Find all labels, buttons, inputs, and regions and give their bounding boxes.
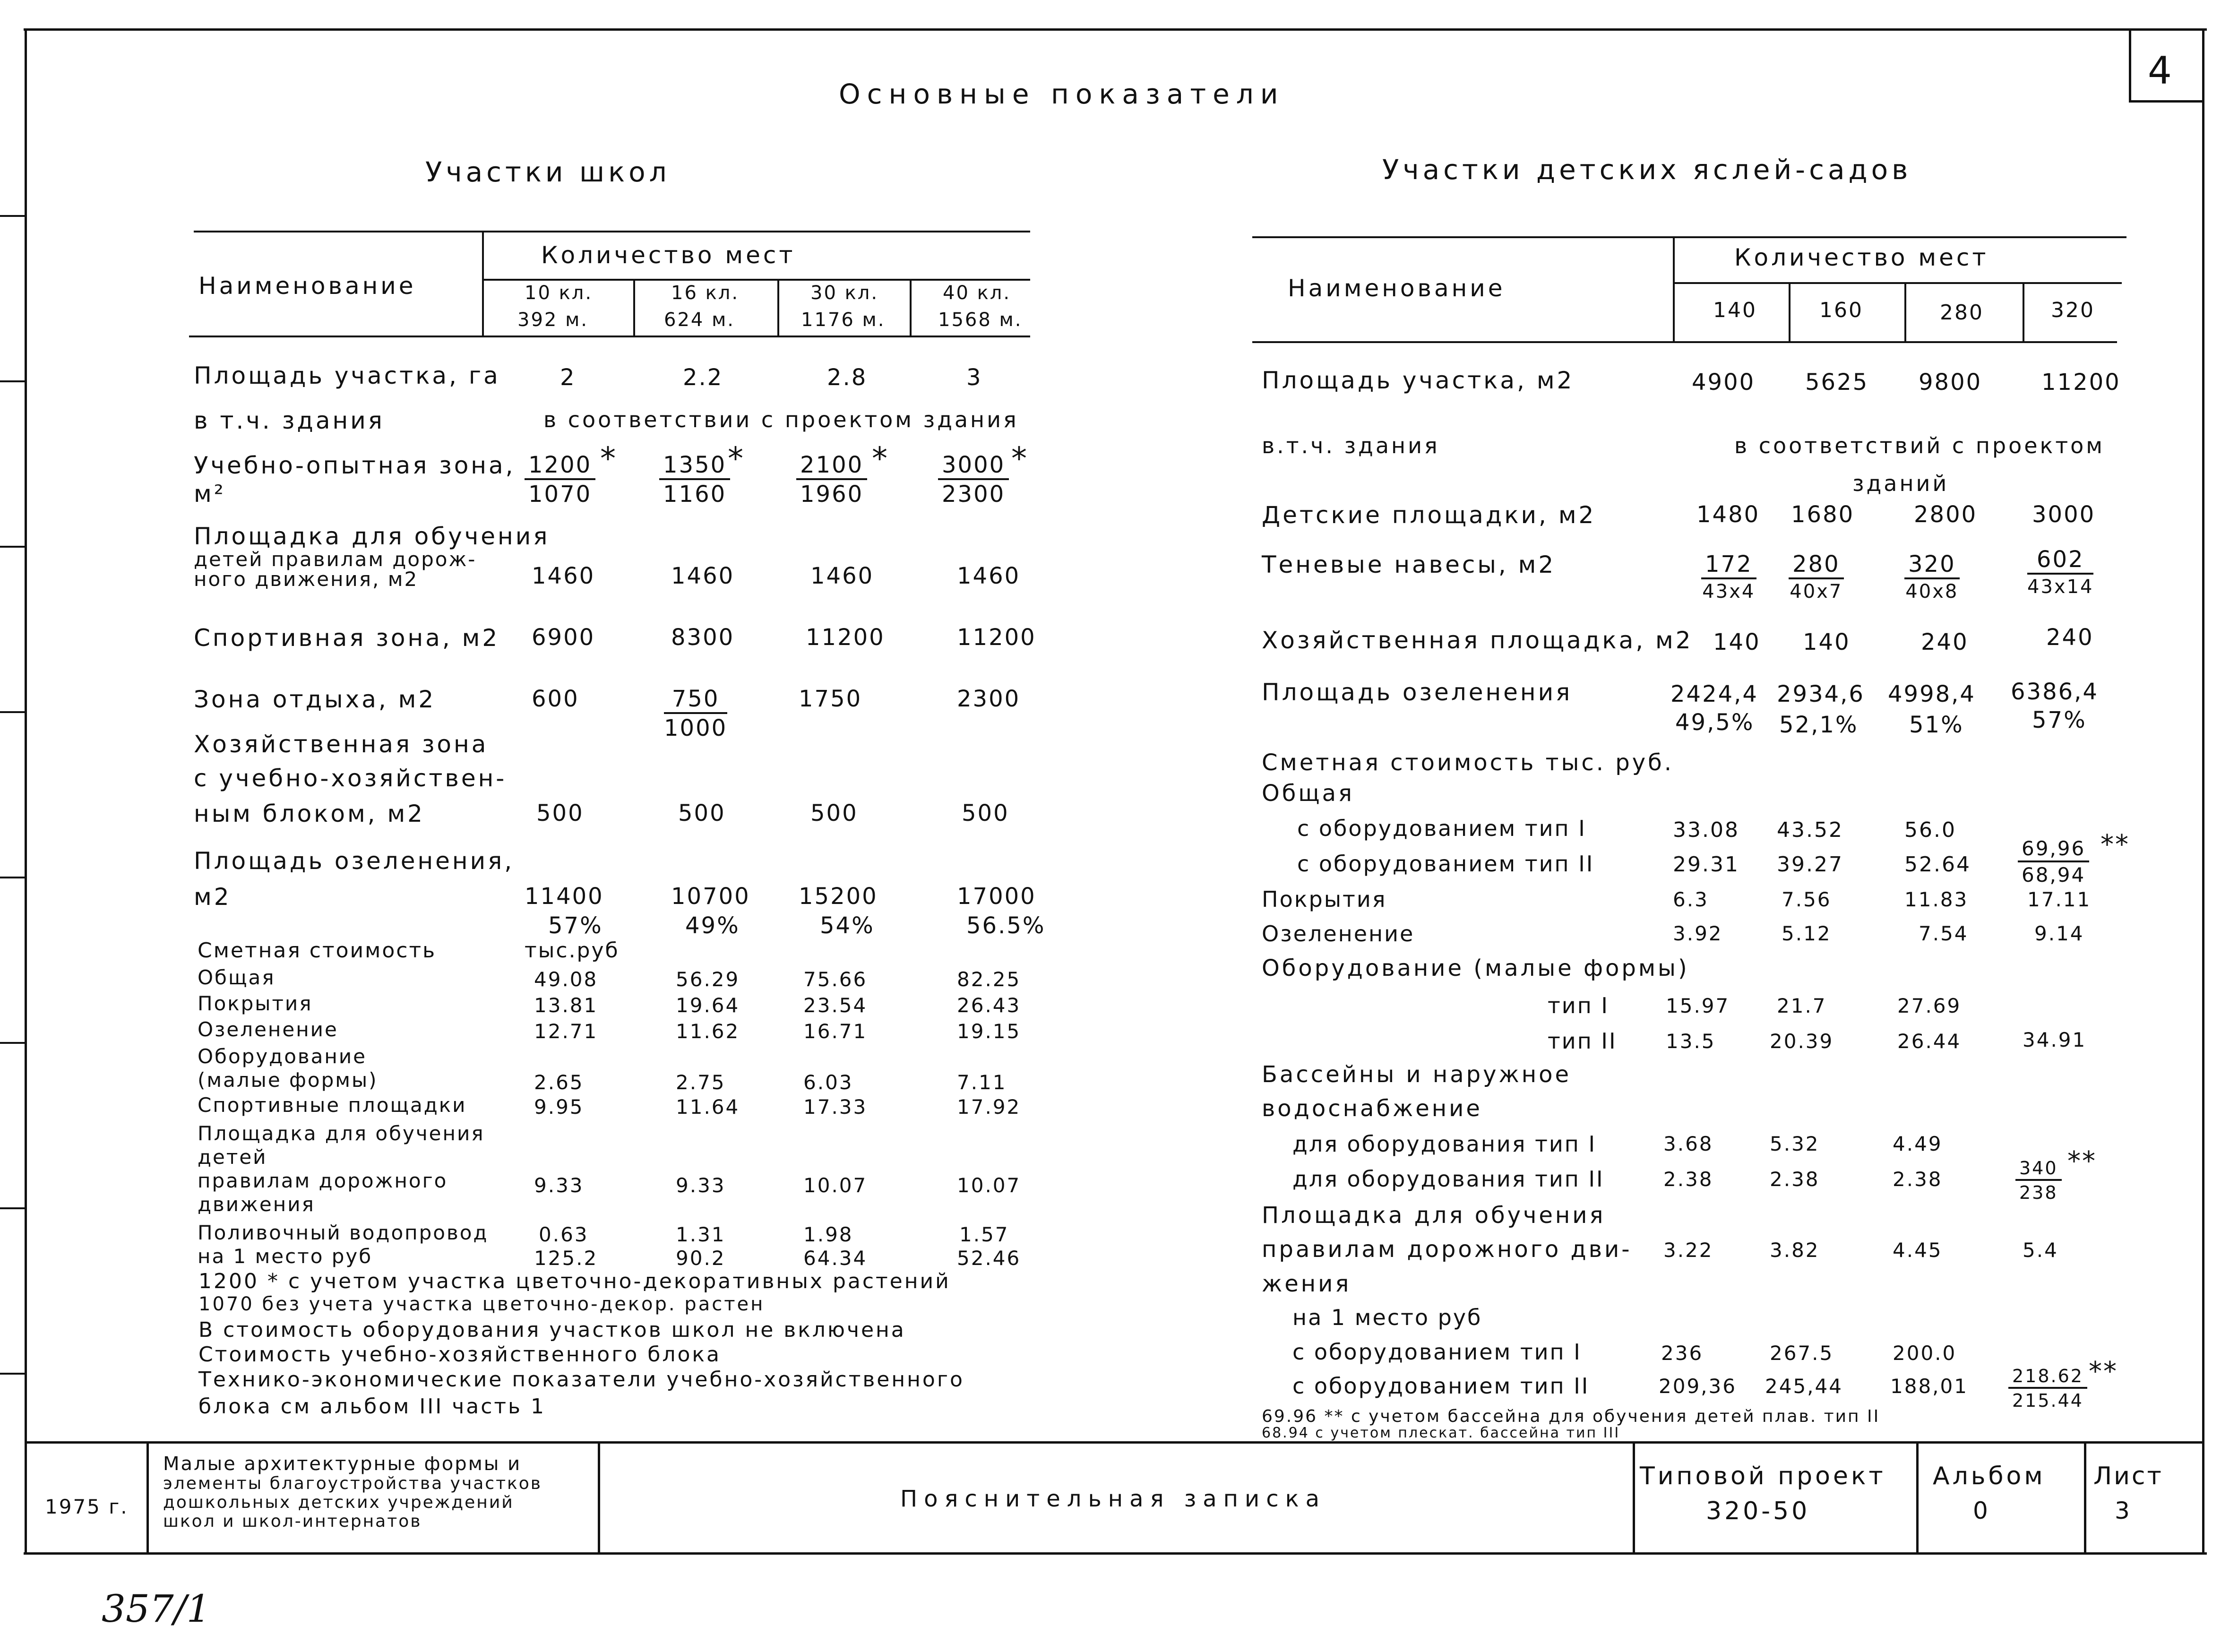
cell: 15.97	[1666, 994, 1730, 1017]
frac-cell	[2018, 839, 2089, 885]
cost-label: детей	[198, 1145, 267, 1169]
cell: 2.38	[1770, 1168, 1820, 1191]
frac-cell	[796, 454, 867, 506]
cell: 4900	[1692, 369, 1756, 396]
note-line: Технико-экономические показатели учебно-хозяйственного	[198, 1368, 964, 1392]
stamp-project: 320-50	[1706, 1497, 1810, 1525]
stamp-album-label: Альбом	[1933, 1462, 2046, 1490]
row-label: в т.ч. здания	[194, 407, 385, 434]
cell: 4998,4	[1888, 681, 1976, 707]
denominator: 1160	[663, 481, 727, 508]
cell: 9800	[1919, 369, 1982, 396]
nursery-col-1: 140	[1713, 298, 1757, 322]
row-label-unit: м²	[194, 480, 226, 508]
margin-tick	[0, 380, 26, 382]
percent: 57%	[548, 912, 603, 939]
row-label: Площадь озеленения,	[194, 847, 515, 875]
cost-label: Общая	[198, 966, 275, 989]
frac-cell	[659, 454, 730, 506]
cell: 5.4	[2023, 1239, 2058, 1262]
denominator: 1000	[664, 715, 728, 741]
cost-label: Покрытия	[198, 992, 313, 1015]
denominator: 215.44	[2012, 1390, 2083, 1411]
cost-label: (малые формы)	[198, 1068, 378, 1092]
margin-tick	[0, 1042, 26, 1044]
cost-label: Бассейны и наружное	[1262, 1061, 1572, 1088]
cell: 11200	[2041, 369, 2121, 396]
asterisk: *	[872, 440, 889, 477]
cell: 7.56	[1782, 888, 1832, 911]
cost-label: с оборудованием тип II	[1292, 1373, 1590, 1399]
corner-box-bottom	[2129, 100, 2204, 103]
cost-title: Сметная стоимость тыс. руб.	[1262, 749, 1674, 776]
cell: 188,01	[1890, 1375, 1968, 1398]
row-label: Учебно-опытная зона,	[194, 452, 516, 479]
cell: 500	[962, 800, 1009, 826]
note-line: В стоимость оборудования участков школ не включена	[198, 1318, 906, 1342]
cost-label: тип II	[1548, 1028, 1617, 1054]
row-text: зданий	[1852, 471, 1949, 496]
cell: 15200	[799, 883, 878, 910]
cell: 27.69	[1897, 994, 1962, 1017]
margin-tick	[0, 1373, 26, 1375]
cost-label: для оборудования тип I	[1292, 1131, 1597, 1157]
schools-col-1-sub: 392 м.	[517, 309, 588, 331]
cell: 49.08	[534, 968, 598, 991]
numerator: 218.62	[2008, 1367, 2087, 1389]
frac-cell	[2015, 1159, 2062, 1202]
row-text: в соответствий с проектом	[1734, 433, 2105, 458]
row-label: ного движения, м2	[194, 568, 419, 591]
denominator: 238	[2019, 1182, 2058, 1203]
row-label: Площадка для обучения	[194, 523, 550, 550]
cell: 17.92	[957, 1095, 1021, 1119]
cell: 17.11	[2027, 888, 2092, 911]
cost-label: с оборудованием тип II	[1297, 851, 1594, 877]
asterisk: *	[1011, 440, 1028, 477]
cell: 12.71	[534, 1020, 598, 1043]
cost-label: тип I	[1548, 993, 1609, 1018]
percent: 52,1%	[1779, 712, 1859, 738]
cell: 1460	[957, 563, 1021, 589]
cell: 500	[536, 800, 584, 826]
cell: 500	[678, 800, 726, 826]
footnote-line: 68.94 с учетом плескат. бассейна тип III	[1262, 1425, 1620, 1441]
nursery-col-4: 320	[2051, 298, 2095, 322]
cell: 8300	[671, 624, 735, 651]
schools-col-qty: Количество мест	[541, 241, 796, 269]
cell: 200.0	[1893, 1342, 1957, 1365]
denominator: 68,94	[2022, 863, 2086, 886]
margin-tick	[0, 877, 26, 878]
footnote-line: 69.96 ** с учетом бассейна для обучения детей плав. тип II	[1262, 1407, 1880, 1426]
row-label: Зона отдыха, м2	[194, 686, 436, 713]
frac-cell	[664, 688, 727, 740]
denominator: 43x14	[2027, 576, 2094, 598]
note-line: блока см альбом III часть 1	[198, 1394, 546, 1419]
cell: 6386,4	[2011, 679, 2099, 705]
corner-box-left	[2129, 28, 2131, 102]
cell: 11.64	[676, 1095, 740, 1119]
numerator: 280	[1789, 553, 1844, 579]
cell: 2.2	[683, 364, 723, 391]
cell: 13.5	[1666, 1030, 1716, 1053]
margin-tick	[0, 215, 26, 217]
cell: 3.82	[1770, 1239, 1820, 1262]
percent: 56.5%	[966, 912, 1046, 939]
cell: 0.63	[539, 1223, 589, 1246]
cell: 26.44	[1897, 1030, 1962, 1053]
cost-label: Озеленение	[198, 1018, 338, 1041]
cell: 5625	[1805, 369, 1869, 396]
stamp-sheet: 3	[2115, 1497, 2131, 1524]
cost-label: Площадка для обучения	[1262, 1202, 1606, 1229]
margin-tick	[0, 546, 26, 548]
cell: 1.31	[676, 1223, 726, 1246]
numerator: 1350	[659, 454, 730, 480]
cell: 4.49	[1893, 1132, 1943, 1155]
cell: 52.64	[1904, 852, 1971, 877]
cell: 75.66	[803, 968, 868, 991]
cost-label: Покрытия	[1262, 886, 1387, 912]
cell: 2.8	[827, 364, 868, 391]
schools-col-name: Наименование	[198, 272, 416, 300]
cell: 245,44	[1765, 1375, 1843, 1398]
archive-number: 357/1	[102, 1587, 211, 1631]
schools-col-3-sub: 1176 м.	[801, 309, 886, 331]
nursery-col-2: 160	[1819, 298, 1863, 322]
denominator: 1960	[800, 481, 864, 508]
numerator: 750	[664, 688, 727, 714]
denominator: 40x7	[1790, 581, 1843, 602]
row-label: Теневые навесы, м2	[1262, 551, 1556, 578]
cell: 5.32	[1770, 1132, 1820, 1155]
cell: 17000	[957, 883, 1036, 910]
cell: 11.83	[1904, 888, 1969, 911]
frac-cell	[938, 454, 1009, 506]
cell: 56.0	[1904, 818, 1956, 842]
numerator: 1200	[525, 454, 595, 480]
cell: 2800	[1914, 501, 1978, 528]
cell: 2.75	[676, 1071, 726, 1094]
cell: 17.33	[803, 1095, 868, 1119]
stamp-sheet-label: Лист	[2093, 1462, 2163, 1490]
cell: 1.98	[803, 1223, 853, 1246]
cell: 90.2	[676, 1247, 726, 1270]
cell: 2300	[957, 686, 1021, 712]
frame-right	[2202, 28, 2204, 1555]
cost-label: движения	[198, 1193, 315, 1216]
cell: 34.91	[2023, 1028, 2087, 1051]
row-label: Площадь озеленения	[1262, 679, 1573, 706]
cost-unit: тыс.руб	[525, 938, 620, 963]
numerator: 320	[1904, 553, 1960, 579]
cell: 2	[560, 364, 576, 391]
cell: 11400	[525, 883, 604, 910]
row-label: Площадь участка, м2	[1262, 367, 1575, 394]
cell: 1680	[1791, 501, 1855, 528]
frac-cell	[1701, 553, 1756, 601]
stamp-document: Пояснительная записка	[900, 1486, 1326, 1512]
cell: 140	[1803, 629, 1851, 655]
cell: 1460	[532, 563, 595, 589]
cost-label: Площадка для обучения	[198, 1122, 485, 1145]
cost-label: Спортивные площадки	[198, 1093, 467, 1117]
cost-title: Сметная стоимость	[198, 938, 437, 963]
cell: 4.45	[1893, 1239, 1943, 1262]
asterisk: **	[2089, 1356, 2118, 1387]
stamp-desc-line: элементы благоустройства участков	[163, 1474, 542, 1493]
margin-tick	[0, 711, 26, 713]
cell: 6.3	[1673, 888, 1709, 911]
percent: 57%	[2032, 707, 2087, 733]
stamp-desc-line: Малые архитектурные формы и	[163, 1453, 522, 1475]
cell: 9.95	[534, 1095, 584, 1119]
cell: 1.57	[959, 1223, 1009, 1246]
frame-left	[25, 28, 27, 1555]
cell: 9.33	[676, 1174, 726, 1197]
cell: 43.52	[1777, 818, 1843, 842]
cell: 267.5	[1770, 1342, 1834, 1365]
schools-col-2: 16 кл.	[671, 282, 740, 304]
cell: 2424,4	[1670, 681, 1758, 707]
cell: 82.25	[957, 968, 1021, 991]
schools-col-4-sub: 1568 м.	[938, 309, 1023, 331]
cost-label: правилам дорожного дви-	[1262, 1236, 1632, 1263]
nursery-col-3: 280	[1940, 301, 1984, 325]
row-label: Площадь участка, га	[194, 362, 500, 389]
cell: 140	[1713, 629, 1761, 655]
cell: 11200	[806, 624, 885, 651]
schools-col-4: 40 кл.	[943, 282, 1011, 304]
frac-cell	[525, 454, 595, 506]
cell: 6.03	[803, 1071, 853, 1094]
nursery-heading: Участки детских яслей-садов	[1382, 154, 1912, 186]
schools-col-1: 10 кл.	[525, 282, 593, 304]
cost-label: Поливочный водопровод	[198, 1221, 489, 1244]
stamp-desc-line: школ и школ-интернатов	[163, 1512, 422, 1531]
cell: 3000	[2032, 501, 2096, 528]
cost-label: на 1 место руб	[198, 1245, 373, 1268]
frame-bottom	[24, 1552, 2207, 1555]
stamp-desc-line: дошкольных детских учреждений	[163, 1493, 514, 1512]
frac-cell	[2008, 1367, 2087, 1410]
schools-col-3: 30 кл.	[810, 282, 879, 304]
page-title: Основные показатели	[839, 78, 1285, 110]
numerator: 172	[1701, 553, 1756, 579]
denominator: 43x4	[1702, 581, 1756, 602]
cell: 3.22	[1663, 1239, 1713, 1262]
stamp-project-label: Типовой проект	[1640, 1462, 1886, 1490]
cell: 23.54	[803, 994, 868, 1017]
percent: 54%	[820, 912, 875, 939]
cell: 19.64	[676, 994, 740, 1017]
cost-label: Оборудование (малые формы)	[1262, 955, 1689, 981]
cell: 10700	[671, 883, 750, 910]
asterisk: *	[600, 440, 617, 477]
cost-label: правилам дорожного	[198, 1169, 448, 1192]
cell: 209,36	[1659, 1375, 1737, 1398]
cost-label: с оборудованием тип I	[1297, 816, 1586, 841]
denominator: 40x8	[1905, 581, 1959, 602]
stamp-year: 1975 г.	[45, 1495, 129, 1518]
cell: 52.46	[957, 1247, 1021, 1270]
cost-label: водоснабжение	[1262, 1095, 1482, 1122]
cell: 2.65	[534, 1071, 584, 1094]
asterisk: **	[2100, 829, 2130, 860]
nursery-col-qty: Количество мест	[1734, 244, 1989, 271]
cell: 10.07	[803, 1174, 868, 1197]
numerator: 3000	[938, 454, 1009, 480]
cost-label: с оборудованием тип I	[1292, 1339, 1582, 1365]
cell: 9.33	[534, 1174, 584, 1197]
asterisk: *	[728, 440, 745, 477]
cell: 600	[532, 686, 579, 712]
row-label: Хозяйственная зона	[194, 731, 489, 758]
denominator: 2300	[942, 481, 1006, 508]
cell: 39.27	[1777, 852, 1843, 877]
cell: 5.12	[1782, 922, 1832, 945]
numerator: 602	[2027, 548, 2093, 575]
cell: 125.2	[534, 1247, 598, 1270]
cell: 1480	[1696, 501, 1760, 528]
cell: 3	[966, 364, 982, 391]
numerator: 69,96	[2018, 839, 2089, 862]
cell: 2.38	[1893, 1168, 1943, 1191]
frame-top	[24, 28, 2207, 31]
cell: 6900	[532, 624, 595, 651]
cell: 2934,6	[1777, 681, 1865, 707]
cell: 56.29	[676, 968, 740, 991]
note-line: 1070 без учета участка цветочно-декор. растен	[198, 1293, 765, 1315]
cell: 33.08	[1673, 818, 1739, 842]
cell: 10.07	[957, 1174, 1021, 1197]
cell: 26.43	[957, 994, 1021, 1017]
cell: 1460	[671, 563, 735, 589]
row-label: Хозяйственная площадка, м2	[1262, 627, 1693, 654]
schools-col-2-sub: 624 м.	[664, 309, 735, 331]
row-label: в.т.ч. здания	[1262, 433, 1440, 458]
asterisk: **	[2067, 1146, 2097, 1177]
cell: 240	[2046, 624, 2094, 651]
cell: 13.81	[534, 994, 598, 1017]
cell: 11200	[957, 624, 1036, 651]
cell: 240	[1921, 629, 1969, 655]
cell: 2.38	[1663, 1168, 1713, 1191]
row-label: с учебно-хозяйствен-	[194, 765, 507, 792]
numerator: 2100	[796, 454, 867, 480]
cost-total-label: Общая	[1262, 780, 1354, 807]
cell: 11.62	[676, 1020, 740, 1043]
note-line: 1200 * с учетом участка цветочно-декоративных растений	[198, 1269, 951, 1293]
cell: 500	[810, 800, 858, 826]
cost-label: Оборудование	[198, 1045, 367, 1068]
denominator: 1070	[528, 481, 592, 508]
row-label-unit: м2	[194, 883, 232, 911]
frac-cell	[1904, 553, 1960, 601]
cell: 1460	[810, 563, 874, 589]
cell: 16.71	[803, 1020, 868, 1043]
cost-label: на 1 место руб	[1292, 1305, 1482, 1330]
percent: 49,5%	[1675, 709, 1755, 736]
cell: 21.7	[1777, 994, 1827, 1017]
percent: 49%	[685, 912, 740, 939]
percent: 51%	[1909, 712, 1964, 738]
frac-cell	[1789, 553, 1844, 601]
cell: 64.34	[803, 1247, 868, 1270]
row-label: детей правилам дорож-	[194, 548, 477, 571]
cost-label: Озеленение	[1262, 921, 1415, 946]
schools-heading: Участки школ	[425, 156, 671, 188]
cost-label: для оборудования тип II	[1292, 1166, 1604, 1192]
cell: 29.31	[1673, 852, 1739, 877]
cell: 19.15	[957, 1020, 1021, 1043]
cell: 3.68	[1663, 1132, 1713, 1155]
stamp-album: 0	[1973, 1497, 1989, 1524]
numerator: 340	[2015, 1159, 2062, 1181]
cell: 7.54	[1919, 922, 1969, 945]
cell: 1750	[799, 686, 862, 712]
row-label: Детские площадки, м2	[1262, 501, 1596, 529]
cell: 7.11	[957, 1071, 1007, 1094]
row-label: ным блоком, м2	[194, 800, 425, 827]
cell: 20.39	[1770, 1030, 1834, 1053]
note-line: Стоимость учебно-хозяйственного блока	[198, 1342, 721, 1367]
cell: 3.92	[1673, 922, 1723, 945]
cost-label: жения	[1262, 1271, 1352, 1297]
cell: 9.14	[2034, 922, 2084, 945]
nursery-col-name: Наименование	[1288, 275, 1506, 302]
frac-cell	[2027, 548, 2093, 596]
sheet-corner-number: 4	[2148, 49, 2173, 93]
margin-tick	[0, 1207, 26, 1209]
cell: 236	[1661, 1342, 1704, 1365]
row-label: Спортивная зона, м2	[194, 624, 500, 652]
row-text: в соответствии с проектом здания	[543, 407, 1019, 432]
